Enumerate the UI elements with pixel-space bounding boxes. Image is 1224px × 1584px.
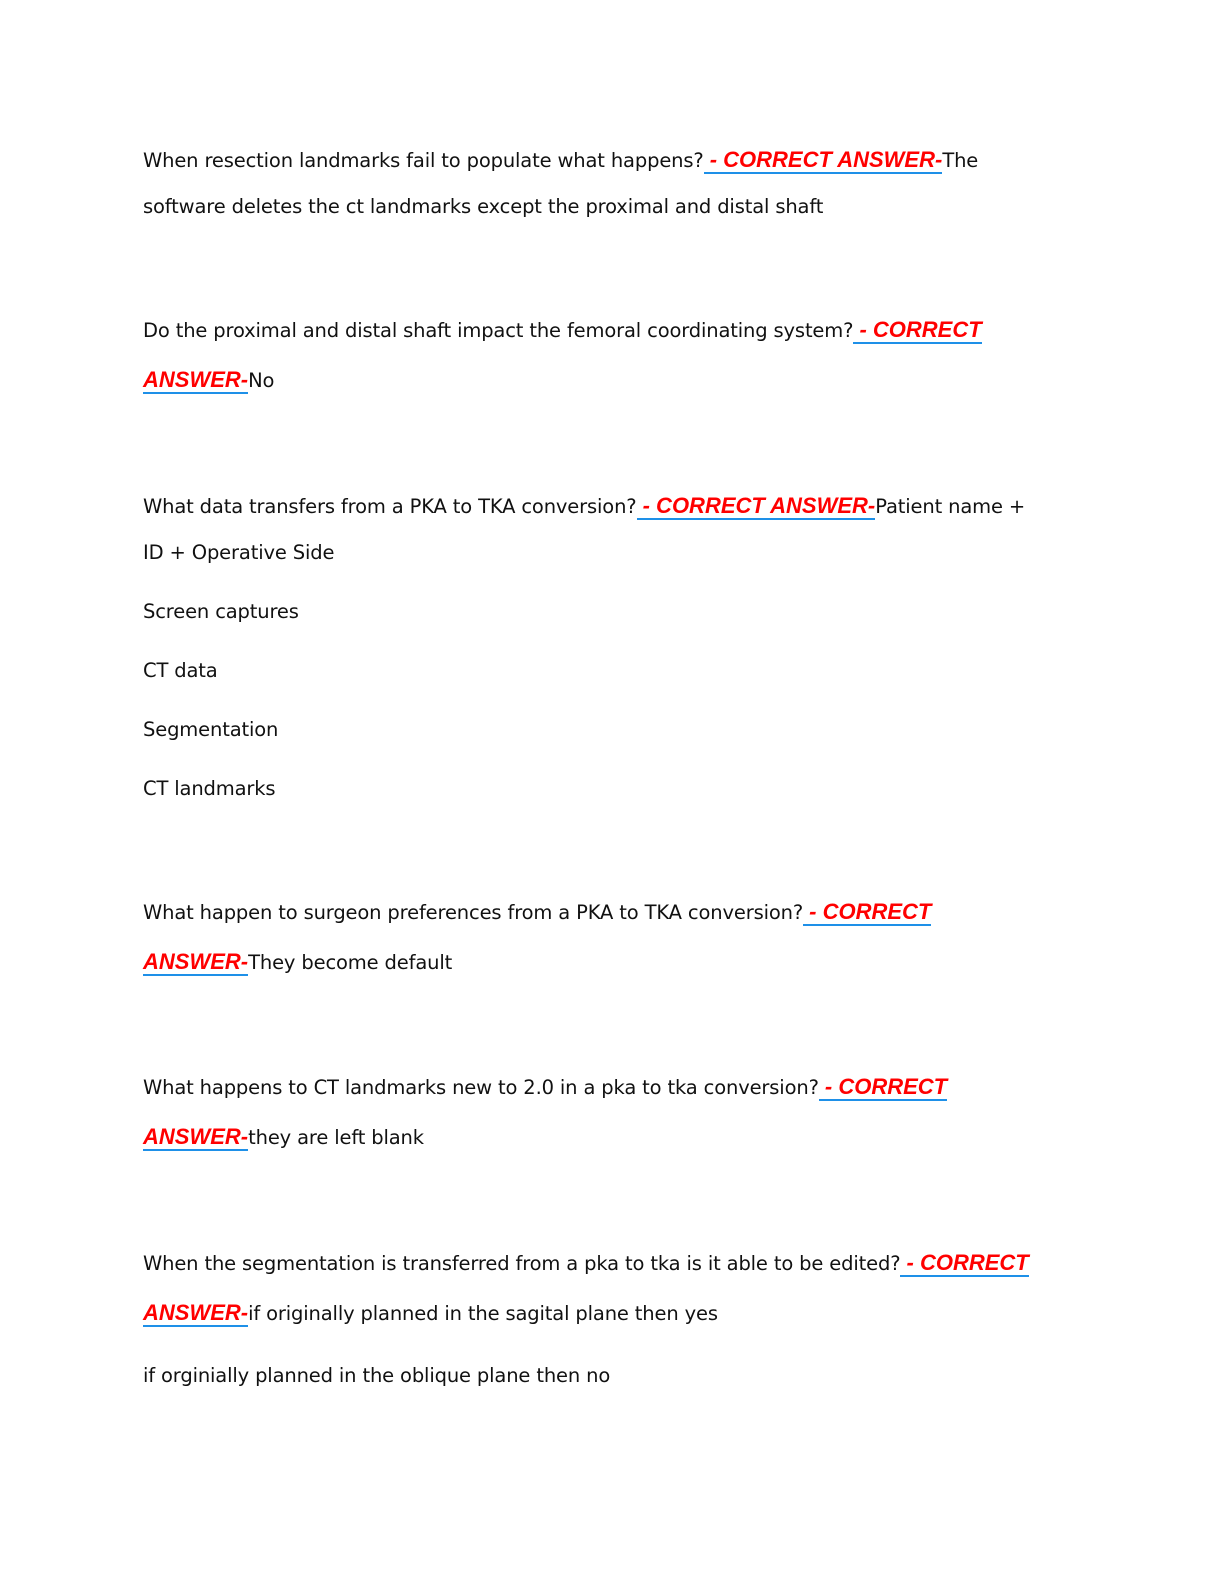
question-1-line-2: [143, 194, 823, 220]
question-2-line-1: [143, 317, 982, 344]
correct-answer-marker: - CORRECT: [900, 1250, 1029, 1275]
question-4-line-1: [143, 899, 931, 926]
question-text: What happen to surgeon preferences from a PKA to TKA conversion?: [143, 901, 804, 924]
answer-text: No: [248, 369, 275, 392]
question-1-line-1: [143, 147, 978, 174]
answer-text: The: [942, 149, 979, 172]
list-item: [143, 658, 218, 684]
question-text: What happens to CT landmarks new to 2.0 in a pka to tka conversion?: [143, 1076, 819, 1099]
list-item-text: CT landmarks: [143, 777, 276, 800]
answer-text: software deletes the ct landmarks except the proximal and distal shaft: [143, 195, 824, 218]
question-text: What data transfers from a PKA to TKA conversion?: [143, 495, 637, 518]
question-2-line-2: [143, 367, 274, 394]
list-item: [143, 776, 275, 802]
correct-answer-marker: ANSWER-: [143, 949, 249, 974]
question-4-line-2: [143, 949, 452, 976]
question-3-line-2: [143, 540, 334, 566]
correct-answer-marker: ANSWER-: [143, 1124, 249, 1149]
question-3-line-1: [143, 493, 1025, 520]
correct-answer-marker: - CORRECT: [803, 899, 932, 924]
correct-answer-marker: ANSWER-: [143, 367, 249, 392]
question-text: Do the proximal and distal shaft impact the femoral coordinating system?: [143, 319, 854, 342]
question-5-line-1: [143, 1074, 947, 1101]
correct-answer-marker: - CORRECT: [853, 317, 982, 342]
question-6-line-1: [143, 1250, 1029, 1277]
question-6-line-2: [143, 1300, 718, 1327]
correct-answer-marker: - CORRECT ANSWER-: [636, 493, 876, 518]
list-item-text: Screen captures: [143, 600, 299, 623]
question-6-line-3: [143, 1363, 610, 1389]
question-text: When the segmentation is transferred from a pka to tka is it able to be edited?: [143, 1252, 901, 1275]
answer-text: ID + Operative Side: [143, 541, 335, 564]
answer-text: They become default: [248, 951, 453, 974]
list-item: [143, 717, 278, 743]
answer-text: if originally planned in the sagital plane then yes: [248, 1302, 718, 1325]
answer-text: they are left blank: [248, 1126, 424, 1149]
correct-answer-marker: - CORRECT: [818, 1074, 948, 1099]
question-text: When resection landmarks fail to populate what happens?: [143, 149, 704, 172]
question-5-line-2: [143, 1124, 424, 1151]
answer-text: Patient name +: [875, 495, 1026, 518]
list-item: [143, 599, 299, 625]
list-item-text: CT data: [143, 659, 218, 682]
correct-answer-marker: - CORRECT ANSWER-: [703, 147, 943, 172]
correct-answer-marker: ANSWER-: [143, 1300, 249, 1325]
answer-text: if orginially planned in the oblique plane then no: [143, 1364, 611, 1387]
list-item-text: Segmentation: [143, 718, 279, 741]
